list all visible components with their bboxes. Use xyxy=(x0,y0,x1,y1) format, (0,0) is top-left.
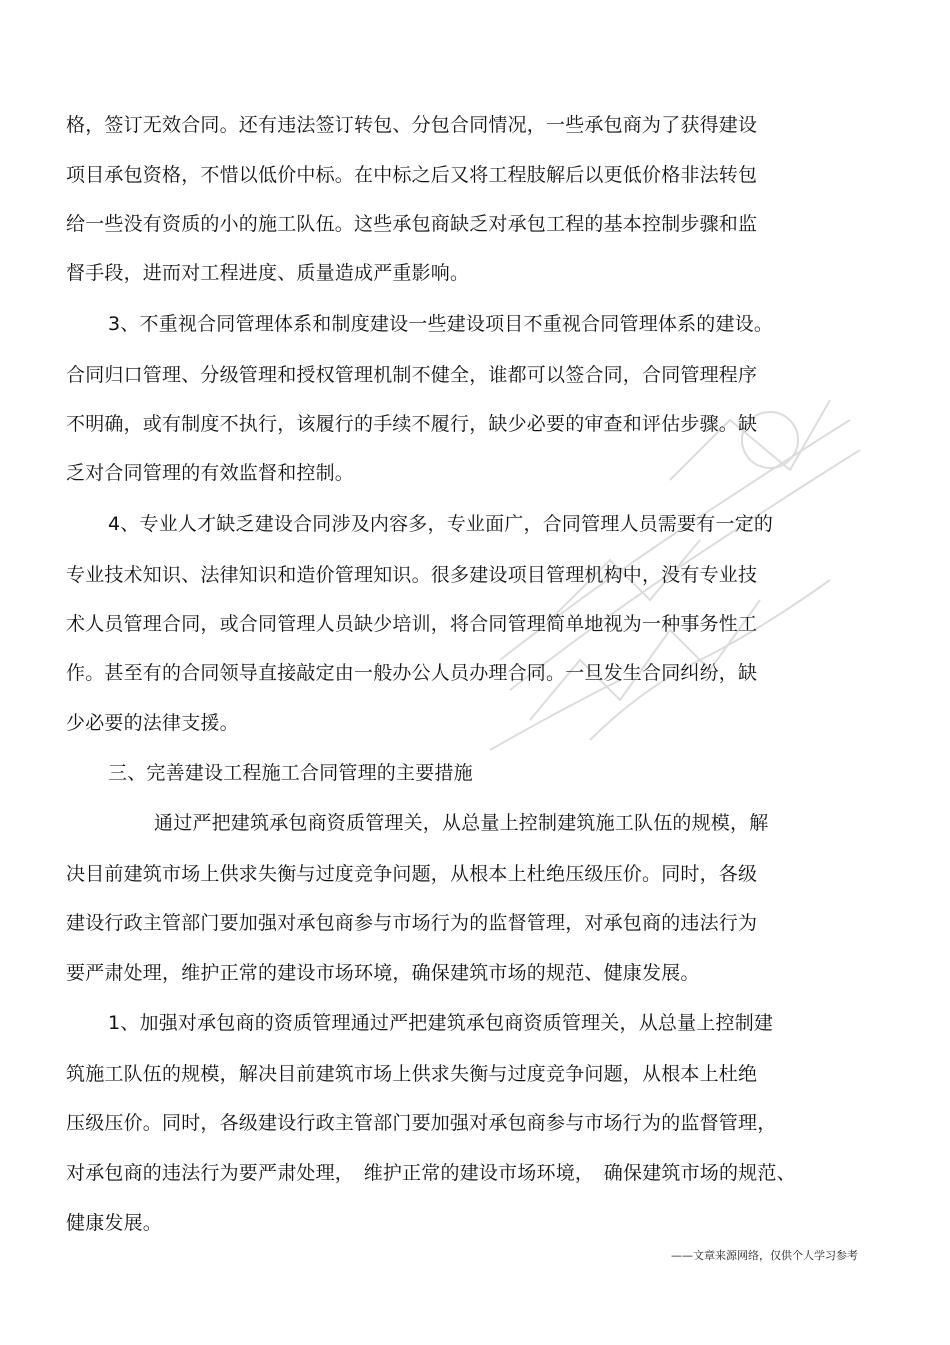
text-line-12: 作。甚至有的合同领导直接敲定由一般办公人员办理合同。一旦发生合同纠纷，缺 xyxy=(66,662,758,684)
text-line-20: 筑施工队伍的规模，解决目前建筑市场上供求失衡与过度竞争问题，从根本上杜绝 xyxy=(66,1063,758,1085)
text-line-13: 少必要的法律支援。 xyxy=(66,712,239,734)
text-line-3: 给一些没有资质的小的施工队伍。这些承包商缺乏对承包工程的基本控制步骤和监 xyxy=(66,213,758,235)
text-line-1: 格，签订无效合同。还有违法签订转包、分包合同情况，一些承包商为了获得建设 xyxy=(66,114,758,136)
text-line-16: 决目前建筑市场上供求失衡与过度竞争问题，从根本上杜绝压级压价。同时，各级 xyxy=(66,863,758,885)
text-line-19: 1、加强对承包商的资质管理通过严把建筑承包商资质管理关，从总量上控制建 xyxy=(108,1012,774,1034)
text-line-6: 合同归口管理、分级管理和授权管理机制不健全，谁都可以签合同，合同管理程序 xyxy=(66,364,758,386)
text-line-9: 4、专业人才缺乏建设合同涉及内容多，专业面广，合同管理人员需要有一定的 xyxy=(108,513,774,535)
text-line-11: 术人员管理合同，或合同管理人员缺少培训，将合同管理简单地视为一种事务性工 xyxy=(66,613,758,635)
text-line-21: 压级压价。同时，各级建设行政主管部门要加强对承包商参与市场行为的监督管理， xyxy=(66,1112,777,1134)
text-line-8: 乏对合同管理的有效监督和控制。 xyxy=(66,462,355,484)
text-line-10: 专业技术知识、法律知识和造价管理知识。很多建设项目管理机构中，没有专业技 xyxy=(66,564,758,586)
text-line-15: 通过严把建筑承包商资质管理关，从总量上控制建筑施工队伍的规模，解 xyxy=(154,812,769,834)
text-line-2: 项目承包资格，不惜以低价中标。在中标之后又将工程肢解后以更低价格非法转包 xyxy=(66,164,758,186)
text-line-22: 对承包商的违法行为要严肃处理， 维护正常的建设市场环境， 确保建筑市场的规范、 xyxy=(66,1162,796,1184)
text-line-5: 3、不重视合同管理体系和制度建设一些建设项目不重视合同管理体系的建设。 xyxy=(108,313,774,335)
text-line-17: 建设行政主管部门要加强对承包商参与市场行为的监督管理，对承包商的违法行为 xyxy=(66,912,758,934)
text-line-23: 健康发展。 xyxy=(66,1212,163,1234)
source-footer: ——文章来源网络，仅供个人学习参考 xyxy=(671,1249,858,1262)
text-line-7: 不明确，或有制度不执行，该履行的手续不履行，缺少必要的审查和评估步骤。缺 xyxy=(66,413,758,435)
text-line-4: 督手段，进而对工程进度、质量造成严重影响。 xyxy=(66,262,470,284)
section-heading: 三、完善建设工程施工合同管理的主要措施 xyxy=(108,762,473,784)
text-line-18: 要严肃处理，维护正常的建设市场环境，确保建筑市场的规范、健康发展。 xyxy=(66,962,700,984)
